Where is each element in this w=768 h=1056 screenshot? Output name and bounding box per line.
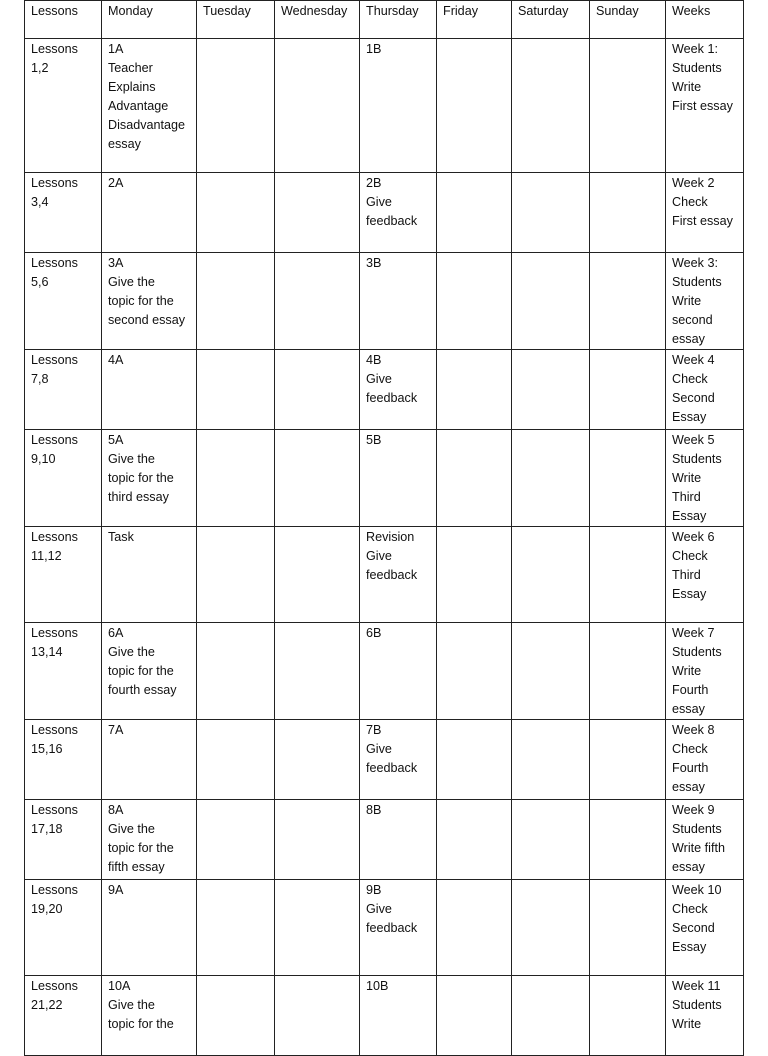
weeks-cell: Week 2 Check First essay bbox=[666, 173, 744, 253]
saturday-cell bbox=[512, 880, 590, 976]
weeks-cell: Week 5 Students Write Third Essay bbox=[666, 430, 744, 527]
thursday-cell: Revision Give feedback bbox=[360, 527, 437, 623]
weeks-cell: Week 10 Check Second Essay bbox=[666, 880, 744, 976]
wednesday-cell bbox=[275, 720, 360, 800]
table-row bbox=[25, 527, 744, 623]
table-row bbox=[25, 976, 744, 1056]
friday-cell bbox=[437, 623, 512, 720]
header-saturday: Saturday bbox=[512, 1, 590, 39]
tuesday-cell bbox=[197, 527, 275, 623]
header-weeks: Weeks bbox=[666, 1, 744, 39]
monday-cell: 9A bbox=[102, 880, 197, 976]
lessons-cell: Lessons 19,20 bbox=[25, 880, 102, 976]
monday-cell: 5A Give the topic for the third essay bbox=[102, 430, 197, 527]
lesson-schedule-table bbox=[24, 0, 744, 1056]
thursday-cell: 5B bbox=[360, 430, 437, 527]
monday-cell: Task bbox=[102, 527, 197, 623]
header-thursday: Thursday bbox=[360, 1, 437, 39]
tuesday-cell bbox=[197, 976, 275, 1056]
thursday-cell: 2B Give feedback bbox=[360, 173, 437, 253]
friday-cell bbox=[437, 527, 512, 623]
header-friday: Friday bbox=[437, 1, 512, 39]
weeks-cell: Week 11 Students Write bbox=[666, 976, 744, 1056]
wednesday-cell bbox=[275, 39, 360, 173]
thursday-cell: 1B bbox=[360, 39, 437, 173]
weeks-cell: Week 6 Check Third Essay bbox=[666, 527, 744, 623]
table-row bbox=[25, 880, 744, 976]
sunday-cell bbox=[590, 800, 666, 880]
sunday-cell bbox=[590, 430, 666, 527]
thursday-cell: 6B bbox=[360, 623, 437, 720]
lessons-cell: Lessons 15,16 bbox=[25, 720, 102, 800]
tuesday-cell bbox=[197, 720, 275, 800]
wednesday-cell bbox=[275, 350, 360, 430]
table-row bbox=[25, 253, 744, 350]
lessons-cell: Lessons 11,12 bbox=[25, 527, 102, 623]
tuesday-cell bbox=[197, 880, 275, 976]
sunday-cell bbox=[590, 527, 666, 623]
wednesday-cell bbox=[275, 430, 360, 527]
friday-cell bbox=[437, 173, 512, 253]
friday-cell bbox=[437, 880, 512, 976]
wednesday-cell bbox=[275, 880, 360, 976]
saturday-cell bbox=[512, 527, 590, 623]
saturday-cell bbox=[512, 350, 590, 430]
tuesday-cell bbox=[197, 173, 275, 253]
lessons-cell: Lessons 9,10 bbox=[25, 430, 102, 527]
sunday-cell bbox=[590, 350, 666, 430]
weeks-cell: Week 1: Students Write First essay bbox=[666, 39, 744, 173]
friday-cell bbox=[437, 720, 512, 800]
saturday-cell bbox=[512, 430, 590, 527]
wednesday-cell bbox=[275, 800, 360, 880]
tuesday-cell bbox=[197, 350, 275, 430]
monday-cell: 8A Give the topic for the fifth essay bbox=[102, 800, 197, 880]
thursday-cell: 3B bbox=[360, 253, 437, 350]
thursday-cell: 8B bbox=[360, 800, 437, 880]
weeks-cell: Week 9 Students Write fifth essay bbox=[666, 800, 744, 880]
saturday-cell bbox=[512, 173, 590, 253]
header-monday: Monday bbox=[102, 1, 197, 39]
friday-cell bbox=[437, 976, 512, 1056]
weeks-cell: Week 3: Students Write second essay bbox=[666, 253, 744, 350]
sunday-cell bbox=[590, 976, 666, 1056]
monday-cell: 2A bbox=[102, 173, 197, 253]
monday-cell: 4A bbox=[102, 350, 197, 430]
header-lessons: Lessons bbox=[25, 1, 102, 39]
tuesday-cell bbox=[197, 39, 275, 173]
table-row bbox=[25, 173, 744, 253]
tuesday-cell bbox=[197, 430, 275, 527]
saturday-cell bbox=[512, 39, 590, 173]
wednesday-cell bbox=[275, 173, 360, 253]
sunday-cell bbox=[590, 173, 666, 253]
monday-cell: 10A Give the topic for the bbox=[102, 976, 197, 1056]
sunday-cell bbox=[590, 39, 666, 173]
lessons-cell: Lessons 5,6 bbox=[25, 253, 102, 350]
friday-cell bbox=[437, 800, 512, 880]
thursday-cell: 4B Give feedback bbox=[360, 350, 437, 430]
tuesday-cell bbox=[197, 253, 275, 350]
friday-cell bbox=[437, 350, 512, 430]
friday-cell bbox=[437, 430, 512, 527]
wednesday-cell bbox=[275, 527, 360, 623]
table-row bbox=[25, 350, 744, 430]
wednesday-cell bbox=[275, 976, 360, 1056]
header-row bbox=[25, 1, 744, 39]
thursday-cell: 7B Give feedback bbox=[360, 720, 437, 800]
lessons-cell: Lessons 21,22 bbox=[25, 976, 102, 1056]
sunday-cell bbox=[590, 253, 666, 350]
thursday-cell: 9B Give feedback bbox=[360, 880, 437, 976]
table-row bbox=[25, 430, 744, 527]
tuesday-cell bbox=[197, 623, 275, 720]
saturday-cell bbox=[512, 720, 590, 800]
header-wednesday: Wednesday bbox=[275, 1, 360, 39]
monday-cell: 7A bbox=[102, 720, 197, 800]
table-row bbox=[25, 720, 744, 800]
sunday-cell bbox=[590, 623, 666, 720]
monday-cell: 6A Give the topic for the fourth essay bbox=[102, 623, 197, 720]
tuesday-cell bbox=[197, 800, 275, 880]
table-row bbox=[25, 623, 744, 720]
lessons-cell: Lessons 3,4 bbox=[25, 173, 102, 253]
saturday-cell bbox=[512, 253, 590, 350]
saturday-cell bbox=[512, 623, 590, 720]
sunday-cell bbox=[590, 720, 666, 800]
lessons-cell: Lessons 17,18 bbox=[25, 800, 102, 880]
friday-cell bbox=[437, 253, 512, 350]
weeks-cell: Week 4 Check Second Essay bbox=[666, 350, 744, 430]
lessons-cell: Lessons 13,14 bbox=[25, 623, 102, 720]
header-sunday: Sunday bbox=[590, 1, 666, 39]
friday-cell bbox=[437, 39, 512, 173]
wednesday-cell bbox=[275, 253, 360, 350]
thursday-cell: 10B bbox=[360, 976, 437, 1056]
saturday-cell bbox=[512, 800, 590, 880]
weeks-cell: Week 8 Check Fourth essay bbox=[666, 720, 744, 800]
saturday-cell bbox=[512, 976, 590, 1056]
lessons-cell: Lessons 7,8 bbox=[25, 350, 102, 430]
table-row bbox=[25, 800, 744, 880]
monday-cell: 1A Teacher Explains Advantage Disadvantage essay bbox=[102, 39, 197, 173]
sunday-cell bbox=[590, 880, 666, 976]
header-tuesday: Tuesday bbox=[197, 1, 275, 39]
wednesday-cell bbox=[275, 623, 360, 720]
monday-cell: 3A Give the topic for the second essay bbox=[102, 253, 197, 350]
weeks-cell: Week 7 Students Write Fourth essay bbox=[666, 623, 744, 720]
table-row bbox=[25, 39, 744, 173]
lessons-cell: Lessons 1,2 bbox=[25, 39, 102, 173]
